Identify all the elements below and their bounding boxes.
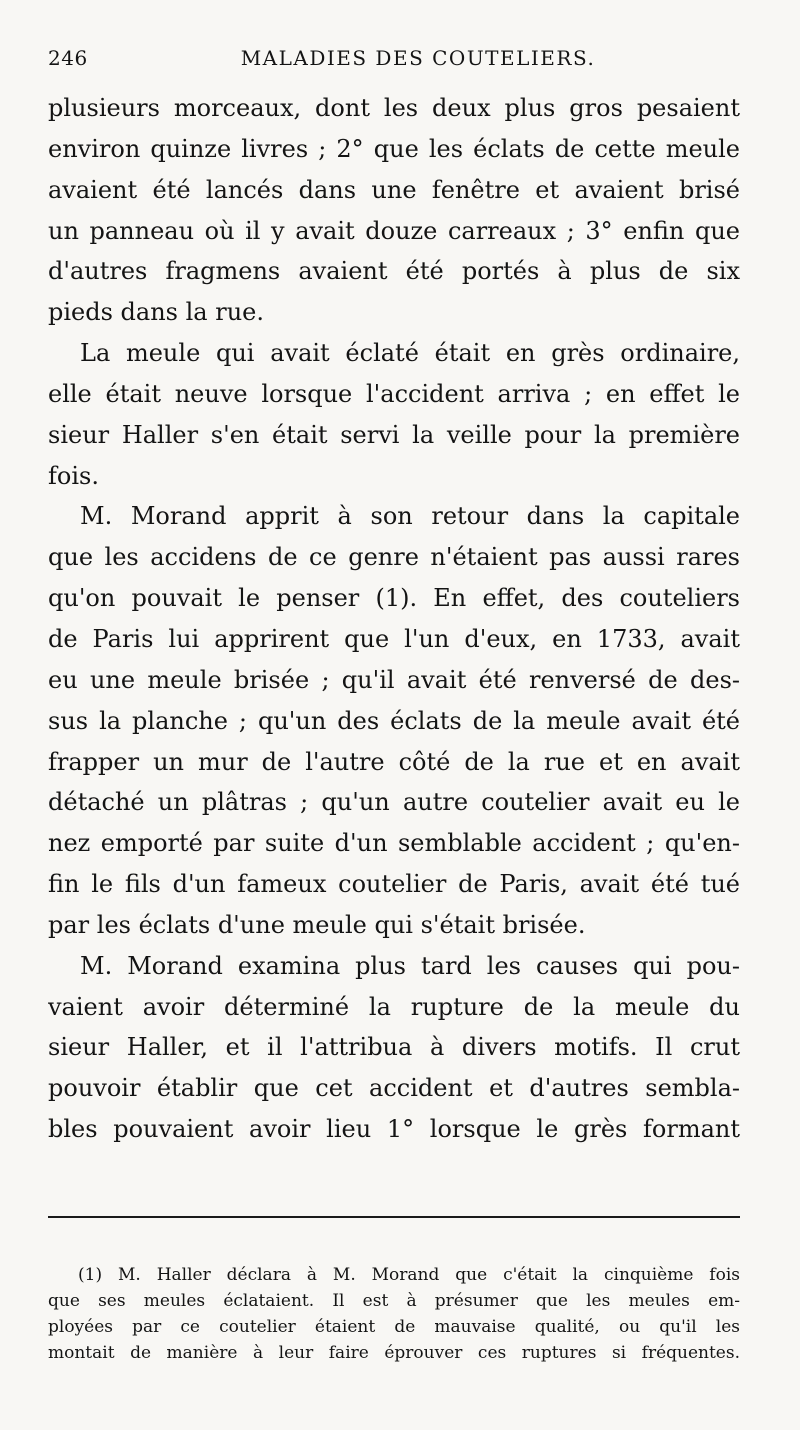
text-line: sieur Haller s'en était servi la veille pour la première (48, 420, 740, 449)
text-line: sieur Haller, et il l'attribua à divers motifs. Il crut (48, 1033, 740, 1062)
footnote (48, 1262, 740, 1366)
running-head: MALADIES DES COUTELIERS. (240, 46, 596, 70)
footnote-line: que ses meules éclataient. Il est à présumer que les meules em- (48, 1291, 740, 1311)
footnote-line: montait de manière à leur faire éprouver ces ruptures si fréquentes. (48, 1343, 740, 1363)
text-line: bles pouvaient avoir lieu 1° lorsque le grès formant (48, 1115, 740, 1144)
text-line: eu une meule brisée ; qu'il avait été renversé de des- (48, 665, 740, 694)
text-line: elle était neuve lorsque l'accident arriva ; en effet le (48, 379, 740, 408)
text-line: par les éclats d'une meule qui s'était brisée. (48, 910, 586, 939)
text-line: d'autres fragmens avaient été portés à plus de six (48, 257, 740, 286)
text-line: M. Morand apprit à son retour dans la capitale (80, 502, 740, 531)
footnote-line: ployées par ce coutelier étaient de mauvaise qualité, ou qu'il les (48, 1317, 740, 1337)
text-line: environ quinze livres ; 2° que les éclats de cette meule (48, 134, 740, 163)
text-line: de Paris lui apprirent que l'un d'eux, en 1733, avait (48, 624, 740, 653)
text-line: pouvoir établir que cet accident et d'autres sembla- (48, 1074, 740, 1103)
text-line: M. Morand examina plus tard les causes qui pou- (80, 951, 740, 980)
text-line: fin le fils d'un fameux coutelier de Paris, avait été tué (48, 870, 740, 899)
text-line: pieds dans la rue. (48, 298, 264, 327)
text-line: vaient avoir déterminé la rupture de la meule du (48, 992, 740, 1021)
text-line: fois. (48, 461, 99, 490)
text-line: que les accidens de ce genre n'étaient pas aussi rares (48, 543, 740, 572)
footnote-rule (48, 1216, 740, 1218)
page-number: 246 (48, 46, 88, 70)
text-line: frapper un mur de l'autre côté de la rue et en avait (48, 747, 740, 776)
page-header (48, 42, 748, 74)
text-line: détaché un plâtras ; qu'un autre coutelier avait eu le (48, 788, 740, 817)
text-line: nez emporté par suite d'un semblable accident ; qu'en- (48, 829, 740, 858)
footnote-line: (1) M. Haller déclara à M. Morand que c'était la cinquième fois (78, 1265, 740, 1285)
text-line: plusieurs morceaux, dont les deux plus gros pesaient (48, 94, 740, 122)
text-line: sus la planche ; qu'un des éclats de la meule avait été (48, 706, 740, 735)
body-text (48, 88, 740, 1150)
text-line: qu'on pouvait le penser (1). En effet, des couteliers (48, 584, 740, 613)
text-line: La meule qui avait éclaté était en grès ordinaire, (80, 339, 740, 368)
text-line: avaient été lancés dans une fenêtre et avaient brisé (48, 175, 740, 204)
text-line: un panneau où il y avait douze carreaux ; 3° enfin que (48, 216, 740, 245)
